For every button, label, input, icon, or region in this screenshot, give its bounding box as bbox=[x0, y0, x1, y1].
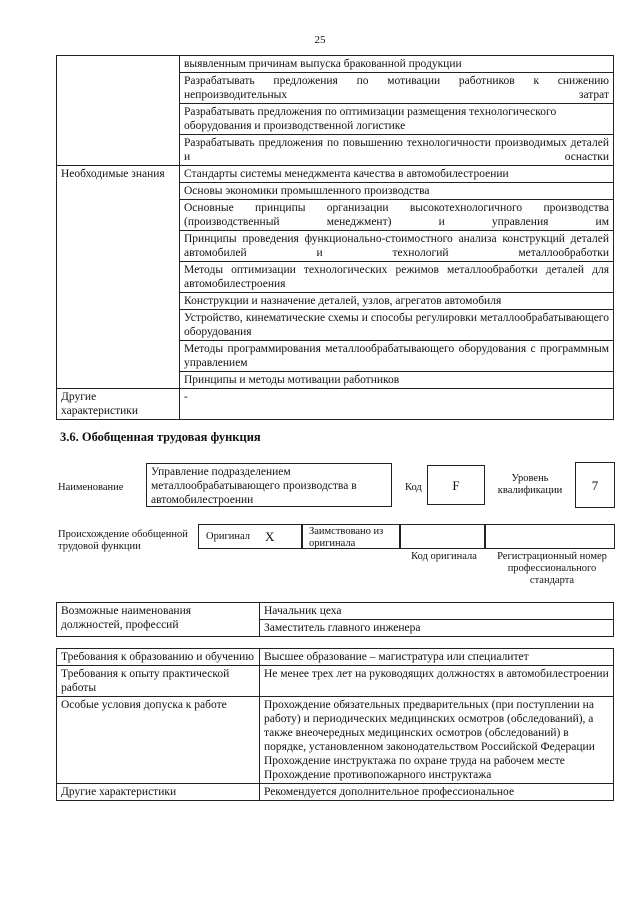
level-value: 7 bbox=[575, 462, 615, 508]
table-row bbox=[57, 166, 614, 389]
row-value: Высшее образование – магистратура или специалитет bbox=[260, 649, 614, 666]
level-label: Уровень квалификации bbox=[497, 473, 563, 496]
page-number: 25 bbox=[314, 34, 326, 46]
row-label: Требования к опыту практической работы bbox=[57, 666, 260, 697]
list-item: выявленным причинам выпуска бракованной продукции bbox=[180, 56, 613, 73]
code-value: F bbox=[427, 465, 485, 505]
list-item: Основные принципы организации высокотехнологичного производства (производственный менеджмент) и управления им bbox=[180, 200, 613, 231]
requirements-table bbox=[56, 648, 614, 801]
original-box bbox=[198, 524, 302, 549]
knowledge-table bbox=[56, 55, 614, 420]
positions-cell bbox=[260, 603, 614, 637]
row-value: Рекомендуется дополнительное профессиональное bbox=[260, 784, 614, 801]
list-item: Разрабатывать предложения по мотивации работников к снижению непроизводительных затрат bbox=[180, 73, 613, 104]
list-item: Основы экономики промышленного производства bbox=[180, 183, 613, 200]
list-item: Заместитель главного инженера bbox=[264, 622, 421, 634]
section-heading: 3.6. Обобщенная трудовая функция bbox=[60, 430, 261, 444]
table-row bbox=[57, 389, 614, 420]
code-caption: Код оригинала bbox=[411, 551, 477, 562]
items-cell bbox=[180, 56, 614, 166]
code-label: Код bbox=[405, 482, 422, 493]
reg-caption: Регистрационный номер профессионального стандарта bbox=[497, 551, 607, 586]
items-cell bbox=[180, 166, 614, 389]
table-row bbox=[57, 649, 614, 666]
reg-number-box bbox=[485, 524, 615, 549]
table-row bbox=[57, 784, 614, 801]
name-value: Управление подразделением металлообрабатывающего производства в автомобилестроении bbox=[146, 463, 392, 507]
row-label: Другие характеристики bbox=[57, 389, 180, 420]
list-item: Устройство, кинематические схемы и способы регулировки металлообрабатывающего оборудования bbox=[180, 310, 613, 341]
code-original-box bbox=[400, 524, 485, 549]
table-row bbox=[57, 697, 614, 784]
row-label bbox=[57, 56, 180, 166]
row-label: Необходимые знания bbox=[57, 166, 180, 389]
name-label: Наименование bbox=[58, 482, 124, 493]
table-row bbox=[57, 603, 614, 637]
row-value: Прохождение обязательных предварительных (при поступлении на работу) и периодических медицинских осмотров (обследований), а также внеочередных медицинских осмотров (обследований) в порядке, установленном законодательством Российской Федерации Прохождение инструктажа по охране труда на рабочем месте Прохождение противопожарного инструктажа bbox=[260, 697, 614, 784]
table-row bbox=[57, 666, 614, 697]
borrowed-box bbox=[302, 524, 400, 549]
list-item: - bbox=[180, 389, 614, 420]
list-item: Конструкции и назначение деталей, узлов, агрегатов автомобиля bbox=[180, 293, 613, 310]
list-item: Принципы проведения функционально-стоимостного анализа конструкций деталей автомобилей и технологий металлообработки bbox=[180, 231, 613, 262]
row-label: Особые условия допуска к работе bbox=[57, 697, 260, 784]
list-item: Разрабатывать предложения по повышению технологичности производимых деталей и оснастки bbox=[184, 137, 609, 163]
row-value: Не менее трех лет на руководящих должностях в автомобилестроении bbox=[260, 666, 614, 697]
table-row bbox=[57, 56, 614, 166]
list-item: Разрабатывать предложения по оптимизации размещения технологического оборудования и производственной логистике bbox=[180, 104, 613, 135]
origin-label: Происхождение обобщенной трудовой функции bbox=[58, 529, 188, 552]
list-item: Принципы и методы мотивации работников bbox=[184, 374, 400, 386]
original-mark: X bbox=[265, 529, 275, 544]
row-label: Требования к образованию и обучению bbox=[57, 649, 260, 666]
list-item: Методы оптимизации технологических режимов металлообработки деталей для автомобилестроения bbox=[180, 262, 613, 293]
row-label: Другие характеристики bbox=[57, 784, 260, 801]
borrowed-label: Заимствовано из оригинала bbox=[309, 526, 384, 549]
list-item: Стандарты системы менеджмента качества в автомобилестроении bbox=[180, 166, 613, 183]
row-label: Возможные наименования должностей, профессий bbox=[57, 603, 260, 637]
list-item: Методы программирования металлообрабатывающего оборудования с программным управлением bbox=[180, 341, 613, 372]
original-label: Оригинал bbox=[206, 531, 250, 542]
list-item: Начальник цеха bbox=[260, 603, 613, 620]
positions-table bbox=[56, 602, 614, 637]
